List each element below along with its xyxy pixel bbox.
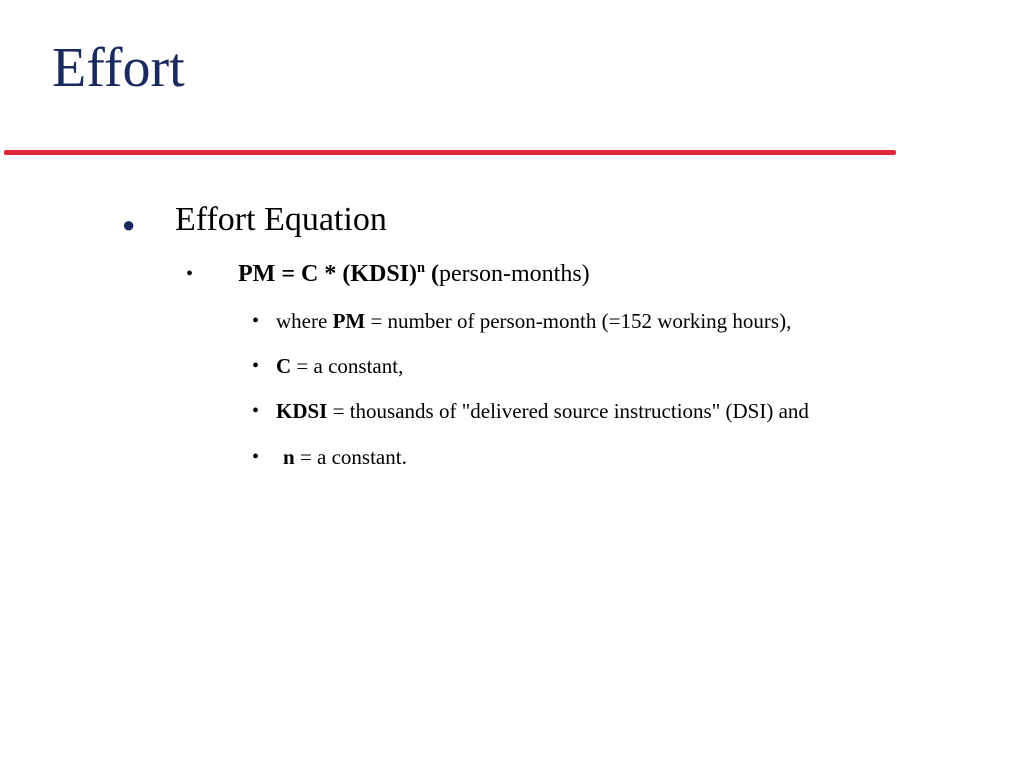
definition-term: n <box>283 445 295 469</box>
formula-paren: ( <box>425 261 440 287</box>
sub-sub-bullet-icon: • <box>252 310 260 332</box>
definition-desc: = a constant. <box>294 445 407 469</box>
definition-term: C <box>276 354 292 378</box>
title-divider <box>4 150 896 155</box>
definition-kdsi <box>276 401 809 422</box>
definition-desc: = a constant, <box>291 354 404 378</box>
definition-term: PM <box>332 309 366 333</box>
formula-main: PM = C * (KDSI) <box>238 261 417 287</box>
sub-bullet-icon: • <box>186 263 194 285</box>
definition-c <box>276 356 403 377</box>
formula-exponent: n <box>417 260 426 276</box>
sub-sub-bullet-icon: • <box>252 355 260 377</box>
definition-desc: = number of person-month (=152 working hours), <box>365 309 792 333</box>
definition-prefix: where <box>276 309 333 333</box>
definition-term: KDSI <box>276 399 328 423</box>
slide-title: Effort <box>52 37 185 99</box>
definition-n <box>283 447 407 468</box>
definition-desc: = thousands of "delivered source instructions" (DSI) and <box>327 399 809 423</box>
sub-sub-bullet-icon: • <box>252 446 260 468</box>
sub-sub-bullet-icon: • <box>252 400 260 422</box>
bullet-dot-icon: ● <box>122 212 136 237</box>
formula-unit: person-months) <box>439 261 590 287</box>
effort-formula <box>238 262 590 286</box>
bullet-effort-equation: Effort Equation <box>175 201 387 238</box>
definition-pm <box>276 311 791 332</box>
